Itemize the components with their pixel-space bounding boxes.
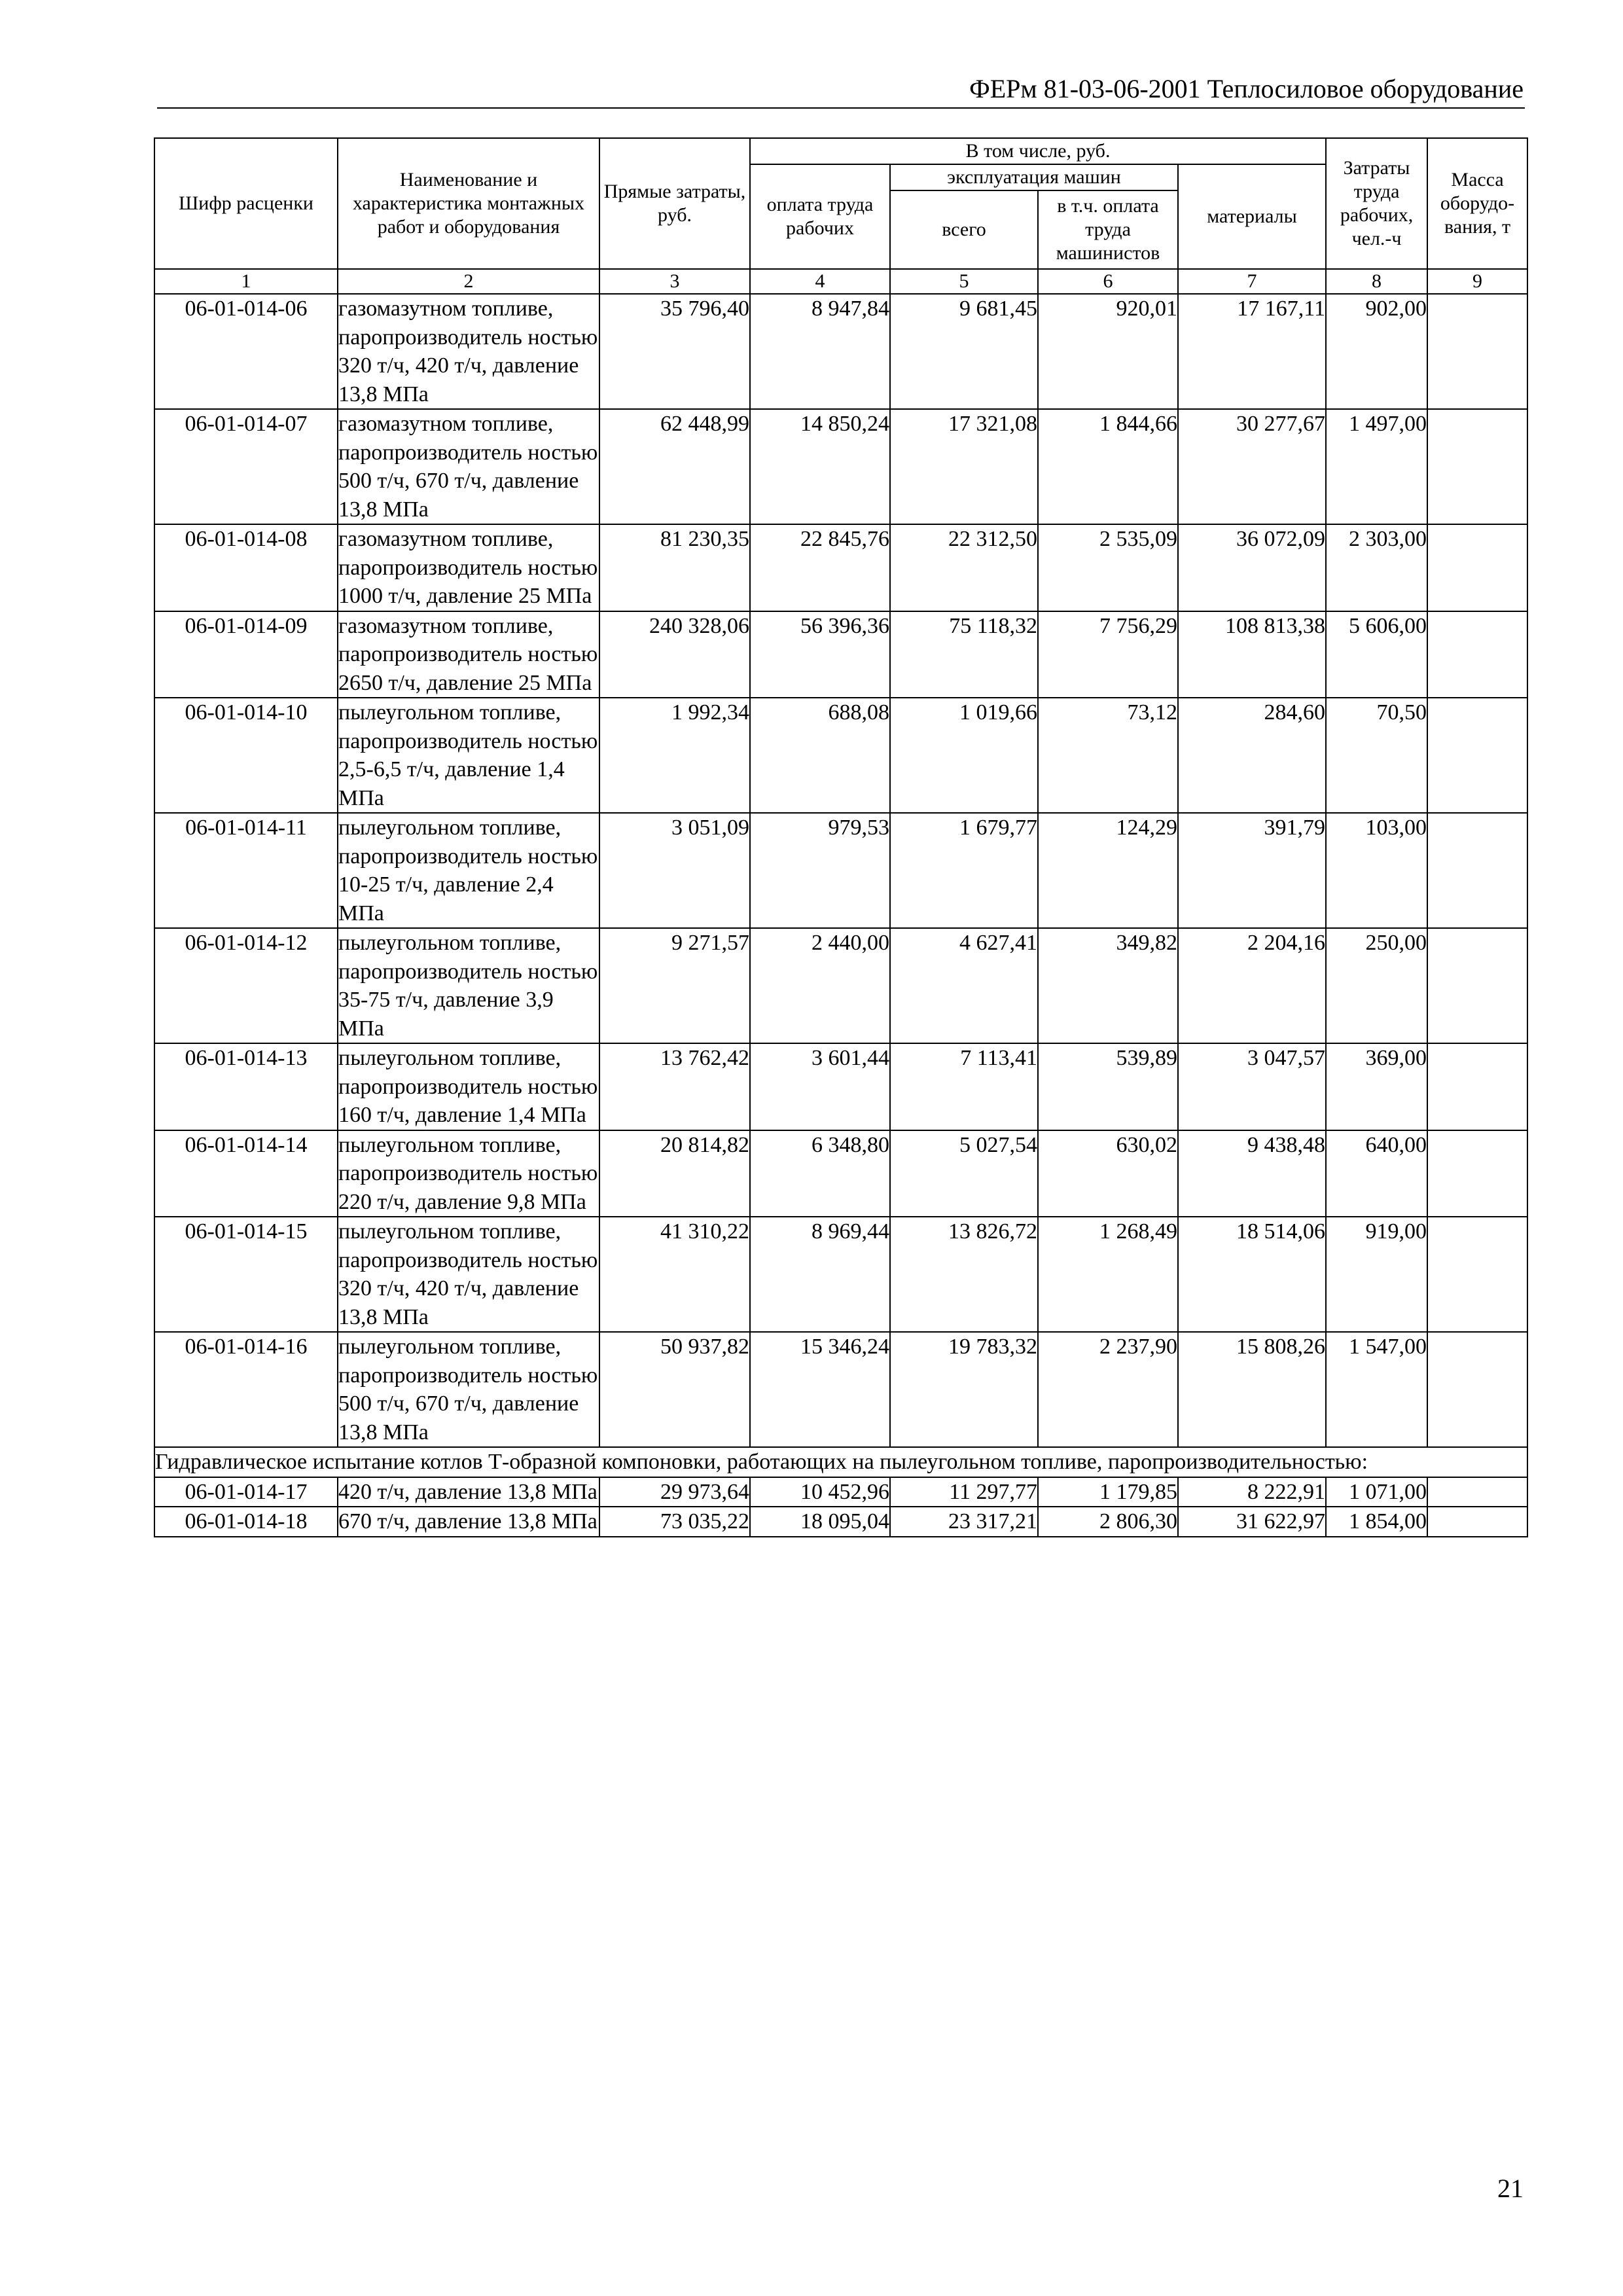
labor-costs: 902,00 [1326, 294, 1427, 409]
materials-cost: 36 072,09 [1178, 524, 1326, 611]
labor-pay: 56 396,36 [750, 611, 890, 698]
equipment-mass [1427, 409, 1527, 524]
equipment-mass [1427, 928, 1527, 1043]
header-name: Наименование и характеристика монтажных работ и оборудования [338, 138, 599, 269]
machines-total: 23 317,21 [890, 1507, 1038, 1537]
rate-code: 06-01-014-10 [154, 698, 338, 813]
labor-costs: 1 497,00 [1326, 409, 1427, 524]
labor-pay: 688,08 [750, 698, 890, 813]
page-number: 21 [1497, 2174, 1524, 2203]
column-number: 8 [1326, 269, 1427, 294]
machines-operators-pay: 630,02 [1038, 1130, 1178, 1217]
table-body [154, 294, 1527, 1537]
materials-cost: 3 047,57 [1178, 1043, 1326, 1130]
column-number: 1 [154, 269, 338, 294]
table-row [154, 294, 1527, 409]
labor-costs: 919,00 [1326, 1217, 1427, 1332]
header-machines: эксплуатация машин [890, 164, 1178, 190]
work-description: газомазутном топливе, паропроизводитель ностью 500 т/ч, 670 т/ч, давление 13,8 МПа [338, 409, 599, 524]
header-labor-pay: оплата труда рабочих [750, 164, 890, 269]
direct-costs: 41 310,22 [599, 1217, 750, 1332]
equipment-mass [1427, 1332, 1527, 1447]
header-machines-total: всего [890, 190, 1038, 269]
equipment-mass [1427, 1130, 1527, 1217]
table-row [154, 1130, 1527, 1217]
rate-code: 06-01-014-14 [154, 1130, 338, 1217]
column-number: 6 [1038, 269, 1178, 294]
machines-total: 11 297,77 [890, 1477, 1038, 1507]
work-description: пылеугольном топливе, паропроизводитель ностью 2,5-6,5 т/ч, давление 1,4 МПа [338, 698, 599, 813]
machines-total: 22 312,50 [890, 524, 1038, 611]
labor-pay: 8 969,44 [750, 1217, 890, 1332]
rate-code: 06-01-014-08 [154, 524, 338, 611]
direct-costs: 3 051,09 [599, 813, 750, 928]
machines-total: 19 783,32 [890, 1332, 1038, 1447]
rate-code: 06-01-014-06 [154, 294, 338, 409]
column-number: 9 [1427, 269, 1527, 294]
machines-operators-pay: 73,12 [1038, 698, 1178, 813]
labor-pay: 6 348,80 [750, 1130, 890, 1217]
equipment-mass [1427, 611, 1527, 698]
table-row [154, 409, 1527, 524]
machines-total: 7 113,41 [890, 1043, 1038, 1130]
machines-total: 17 321,08 [890, 409, 1038, 524]
column-number: 4 [750, 269, 890, 294]
work-description: пылеугольном топливе, паропроизводитель ностью 160 т/ч, давление 1,4 МПа [338, 1043, 599, 1130]
machines-operators-pay: 349,82 [1038, 928, 1178, 1043]
machines-total: 9 681,45 [890, 294, 1038, 409]
labor-costs: 640,00 [1326, 1130, 1427, 1217]
group-heading: Гидравлическое испытание котлов Т-образной компоновки, работающих на пылеугольном топливе, паропроизводительностью: [154, 1447, 1527, 1477]
equipment-mass [1427, 698, 1527, 813]
table-row [154, 928, 1527, 1043]
machines-total: 4 627,41 [890, 928, 1038, 1043]
header-mass: Масса оборудо-вания, т [1427, 138, 1527, 269]
machines-operators-pay: 920,01 [1038, 294, 1178, 409]
direct-costs: 35 796,40 [599, 294, 750, 409]
materials-cost: 108 813,38 [1178, 611, 1326, 698]
header-direct: Прямые затраты, руб. [599, 138, 750, 269]
column-number: 7 [1178, 269, 1326, 294]
direct-costs: 73 035,22 [599, 1507, 750, 1537]
labor-pay: 14 850,24 [750, 409, 890, 524]
work-description: пылеугольном топливе, паропроизводитель ностью 35-75 т/ч, давление 3,9 МПа [338, 928, 599, 1043]
machines-operators-pay: 1 179,85 [1038, 1477, 1178, 1507]
labor-costs: 5 606,00 [1326, 611, 1427, 698]
machines-operators-pay: 2 237,90 [1038, 1332, 1178, 1447]
table-row [154, 524, 1527, 611]
materials-cost: 8 222,91 [1178, 1477, 1326, 1507]
table-row [154, 1043, 1527, 1130]
machines-operators-pay: 1 844,66 [1038, 409, 1178, 524]
header-labor-costs: Затраты труда рабочих, чел.-ч [1326, 138, 1427, 269]
labor-costs: 1 854,00 [1326, 1507, 1427, 1537]
machines-operators-pay: 7 756,29 [1038, 611, 1178, 698]
labor-pay: 10 452,96 [750, 1477, 890, 1507]
work-description: газомазутном топливе, паропроизводитель ностью 1000 т/ч, давление 25 МПа [338, 524, 599, 611]
table-row [154, 611, 1527, 698]
rate-code: 06-01-014-18 [154, 1507, 338, 1537]
machines-operators-pay: 2 806,30 [1038, 1507, 1178, 1537]
direct-costs: 50 937,82 [599, 1332, 750, 1447]
table-row [154, 1332, 1527, 1447]
work-description: газомазутном топливе, паропроизводитель ностью 2650 т/ч, давление 25 МПа [338, 611, 599, 698]
direct-costs: 81 230,35 [599, 524, 750, 611]
table-row [154, 1217, 1527, 1332]
header-code: Шифр расценки [154, 138, 338, 269]
header-materials: материалы [1178, 164, 1326, 269]
materials-cost: 17 167,11 [1178, 294, 1326, 409]
labor-costs: 250,00 [1326, 928, 1427, 1043]
labor-pay: 18 095,04 [750, 1507, 890, 1537]
labor-pay: 2 440,00 [750, 928, 890, 1043]
machines-total: 1 019,66 [890, 698, 1038, 813]
direct-costs: 1 992,34 [599, 698, 750, 813]
column-number: 2 [338, 269, 599, 294]
direct-costs: 13 762,42 [599, 1043, 750, 1130]
table-row [154, 1477, 1527, 1507]
direct-costs: 9 271,57 [599, 928, 750, 1043]
table-row [154, 698, 1527, 813]
labor-pay: 15 346,24 [750, 1332, 890, 1447]
rate-code: 06-01-014-09 [154, 611, 338, 698]
rate-code: 06-01-014-07 [154, 409, 338, 524]
direct-costs: 29 973,64 [599, 1477, 750, 1507]
materials-cost: 2 204,16 [1178, 928, 1326, 1043]
column-number: 3 [599, 269, 750, 294]
materials-cost: 9 438,48 [1178, 1130, 1326, 1217]
labor-costs: 1 071,00 [1326, 1477, 1427, 1507]
equipment-mass [1427, 1043, 1527, 1130]
labor-costs: 2 303,00 [1326, 524, 1427, 611]
table-header [154, 138, 1527, 294]
equipment-mass [1427, 294, 1527, 409]
labor-pay: 979,53 [750, 813, 890, 928]
work-description: газомазутном топливе, паропроизводитель ностью 320 т/ч, 420 т/ч, давление 13,8 МПа [338, 294, 599, 409]
machines-operators-pay: 1 268,49 [1038, 1217, 1178, 1332]
equipment-mass [1427, 524, 1527, 611]
machines-operators-pay: 124,29 [1038, 813, 1178, 928]
rate-code: 06-01-014-12 [154, 928, 338, 1043]
machines-total: 1 679,77 [890, 813, 1038, 928]
materials-cost: 18 514,06 [1178, 1217, 1326, 1332]
materials-cost: 391,79 [1178, 813, 1326, 928]
column-number: 5 [890, 269, 1038, 294]
labor-costs: 70,50 [1326, 698, 1427, 813]
column-numbers-row [154, 269, 1527, 294]
equipment-mass [1427, 813, 1527, 928]
header-including: В том числе, руб. [750, 138, 1326, 164]
labor-costs: 369,00 [1326, 1043, 1427, 1130]
equipment-mass [1427, 1507, 1527, 1537]
materials-cost: 284,60 [1178, 698, 1326, 813]
work-description: 420 т/ч, давление 13,8 МПа [338, 1477, 599, 1507]
equipment-mass [1427, 1217, 1527, 1332]
header-rule [157, 107, 1525, 109]
work-description: пылеугольном топливе, паропроизводитель ностью 10-25 т/ч, давление 2,4 МПа [338, 813, 599, 928]
table-row [154, 813, 1527, 928]
rate-code: 06-01-014-16 [154, 1332, 338, 1447]
rates-table [154, 137, 1528, 1537]
rate-code: 06-01-014-17 [154, 1477, 338, 1507]
materials-cost: 30 277,67 [1178, 409, 1326, 524]
materials-cost: 31 622,97 [1178, 1507, 1326, 1537]
labor-pay: 3 601,44 [750, 1043, 890, 1130]
labor-pay: 8 947,84 [750, 294, 890, 409]
group-heading-row [154, 1447, 1527, 1477]
work-description: пылеугольном топливе, паропроизводитель ностью 320 т/ч, 420 т/ч, давление 13,8 МПа [338, 1217, 599, 1332]
materials-cost: 15 808,26 [1178, 1332, 1326, 1447]
machines-total: 13 826,72 [890, 1217, 1038, 1332]
direct-costs: 20 814,82 [599, 1130, 750, 1217]
labor-costs: 103,00 [1326, 813, 1427, 928]
work-description: пылеугольном топливе, паропроизводитель ностью 500 т/ч, 670 т/ч, давление 13,8 МПа [338, 1332, 599, 1447]
labor-costs: 1 547,00 [1326, 1332, 1427, 1447]
document-title: ФЕРм 81-03-06-2001 Теплосиловое оборудование [969, 74, 1524, 103]
rate-code: 06-01-014-11 [154, 813, 338, 928]
machines-total: 75 118,32 [890, 611, 1038, 698]
rate-code: 06-01-014-15 [154, 1217, 338, 1332]
direct-costs: 240 328,06 [599, 611, 750, 698]
work-description: 670 т/ч, давление 13,8 МПа [338, 1507, 599, 1537]
table-row [154, 1507, 1527, 1537]
machines-operators-pay: 2 535,09 [1038, 524, 1178, 611]
header-machines-operators: в т.ч. оплата труда машинистов [1038, 190, 1178, 269]
direct-costs: 62 448,99 [599, 409, 750, 524]
equipment-mass [1427, 1477, 1527, 1507]
machines-total: 5 027,54 [890, 1130, 1038, 1217]
rate-code: 06-01-014-13 [154, 1043, 338, 1130]
machines-operators-pay: 539,89 [1038, 1043, 1178, 1130]
work-description: пылеугольном топливе, паропроизводитель ностью 220 т/ч, давление 9,8 МПа [338, 1130, 599, 1217]
labor-pay: 22 845,76 [750, 524, 890, 611]
